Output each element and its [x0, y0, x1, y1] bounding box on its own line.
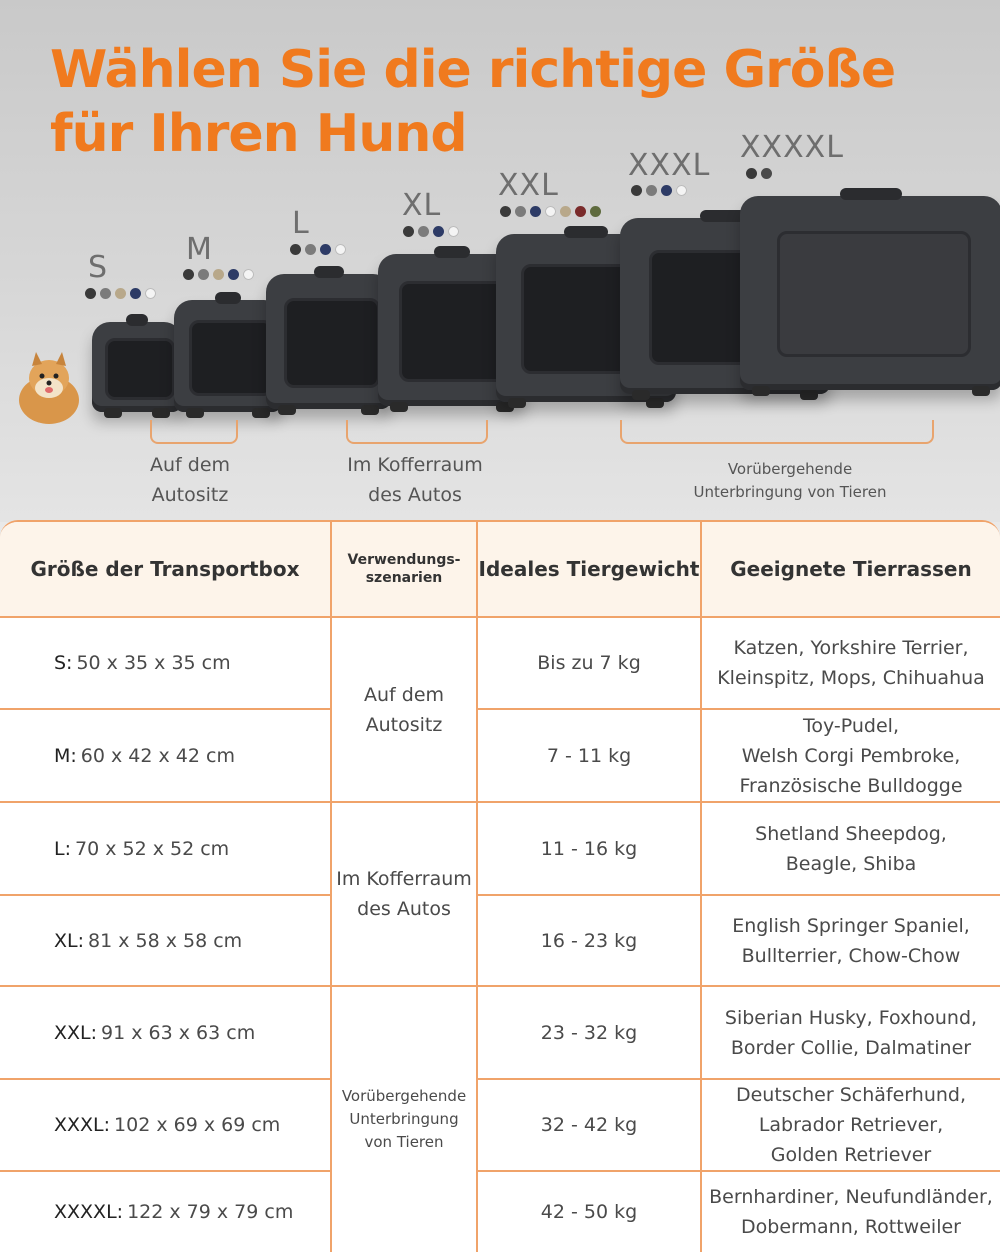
- color-swatch[interactable]: [228, 269, 239, 280]
- usage-temporary: Vorübergehende Unterbringung von Tieren: [341, 1087, 467, 1151]
- size-label-s: S: [88, 250, 109, 285]
- weight-cell: 42 - 50 kg: [540, 1201, 638, 1223]
- color-swatch[interactable]: [85, 288, 96, 299]
- header-usage: Verwendungs- szenarien: [347, 552, 461, 586]
- size-cell: [54, 1172, 324, 1252]
- breed-line: Katzen, Yorkshire Terrier,: [733, 637, 969, 659]
- breed-line: Kleinspitz, Mops, Chihuahua: [717, 667, 985, 689]
- crate-xxxxl: [740, 196, 1000, 390]
- size-cell: [54, 803, 324, 894]
- size-dimensions: 122 x 79 x 79 cm: [127, 1201, 294, 1223]
- breed-line: Border Collie, Dalmatiner: [730, 1036, 972, 1059]
- size-label-xxl: XXL: [498, 168, 559, 203]
- breed-line: Toy-Pudel,: [802, 714, 899, 737]
- size-code: S:: [54, 652, 73, 674]
- size-label-m: M: [186, 232, 213, 267]
- size-dimensions: 60 x 42 x 42 cm: [80, 744, 235, 767]
- headline-line-2: für Ihren Hund: [50, 104, 467, 164]
- headline-line-1: Wählen Sie die richtige Größe: [50, 40, 896, 100]
- breeds-cell: [702, 1080, 1000, 1170]
- size-cell: [54, 896, 324, 985]
- size-label-xxxl: XXXL: [628, 148, 711, 183]
- color-swatch[interactable]: [646, 185, 657, 196]
- breed-line: Bullterrier, Chow-Chow: [741, 944, 961, 967]
- pomeranian-dog-illustration: [14, 348, 84, 426]
- color-swatch[interactable]: [213, 269, 224, 280]
- size-dimensions: 70 x 52 x 52 cm: [75, 837, 230, 860]
- size-code: XL:: [54, 929, 85, 952]
- bracket-car-seat: [150, 420, 238, 444]
- color-swatches-s: [85, 288, 156, 299]
- hero-banner: [0, 0, 1000, 522]
- crate-l: [266, 274, 391, 409]
- breeds-cell: [702, 896, 1000, 985]
- color-swatches-xxl: [500, 206, 601, 217]
- scene-label-temporary: Vorübergehende Unterbringung von Tieren: [693, 460, 887, 501]
- size-cell: [54, 618, 324, 708]
- weight-cell: Bis zu 7 kg: [537, 652, 641, 674]
- size-dimensions: 50 x 35 x 35 cm: [76, 652, 231, 674]
- size-code: XXXXL:: [54, 1201, 124, 1223]
- breeds-cell: [702, 618, 1000, 708]
- color-swatch[interactable]: [145, 288, 156, 299]
- size-label-xxxxl: XXXXL: [740, 130, 844, 165]
- breed-line: Golden Retriever: [770, 1144, 932, 1166]
- size-cell: [54, 987, 324, 1078]
- breed-line: Beagle, Shiba: [785, 852, 917, 875]
- weight-cell: 16 - 23 kg: [540, 929, 638, 952]
- color-swatch[interactable]: [320, 244, 331, 255]
- size-dimensions: 91 x 63 x 63 cm: [101, 1021, 256, 1044]
- color-swatch[interactable]: [243, 269, 254, 280]
- header-weight: Ideales Tiergewicht: [478, 557, 700, 581]
- usage-car-seat: Auf dem Autositz: [363, 683, 445, 736]
- color-swatch[interactable]: [403, 226, 414, 237]
- breed-line: Labrador Retriever,: [758, 1114, 944, 1136]
- color-swatch[interactable]: [418, 226, 429, 237]
- table-header: [0, 522, 1000, 618]
- color-swatch[interactable]: [115, 288, 126, 299]
- color-swatch[interactable]: [746, 168, 757, 179]
- color-swatch[interactable]: [545, 206, 556, 217]
- header-size: Größe der Transportbox: [30, 557, 300, 581]
- breed-line: Dobermann, Rottweiler: [741, 1216, 961, 1238]
- color-swatch[interactable]: [500, 206, 511, 217]
- breed-line: Bernhardiner, Neufundländer,: [709, 1186, 993, 1208]
- breed-line: Französische Bulldogge: [739, 774, 963, 797]
- color-swatch[interactable]: [130, 288, 141, 299]
- weight-cell: 7 - 11 kg: [546, 744, 632, 767]
- breed-line: Welsh Corgi Pembroke,: [741, 744, 961, 767]
- color-swatch[interactable]: [335, 244, 346, 255]
- size-code: XXXL:: [54, 1114, 111, 1136]
- color-swatch[interactable]: [515, 206, 526, 217]
- color-swatch[interactable]: [676, 185, 687, 196]
- breeds-cell: [702, 987, 1000, 1078]
- size-code: L:: [54, 837, 71, 860]
- color-swatch[interactable]: [530, 206, 541, 217]
- size-dimensions: 102 x 69 x 69 cm: [114, 1114, 281, 1136]
- color-swatches-xxxxl: [746, 168, 772, 179]
- size-dimensions: 81 x 58 x 58 cm: [88, 929, 243, 952]
- size-table: [0, 520, 1000, 1252]
- header-breeds: Geeignete Tierrassen: [730, 557, 972, 581]
- color-swatch[interactable]: [575, 206, 586, 217]
- scene-label-trunk: Im Kofferraum des Autos: [347, 454, 483, 506]
- color-swatch[interactable]: [761, 168, 772, 179]
- breeds-cell: [702, 803, 1000, 894]
- size-label-l: L: [292, 206, 310, 241]
- color-swatch[interactable]: [433, 226, 444, 237]
- color-swatch[interactable]: [661, 185, 672, 196]
- bracket-temporary: [620, 420, 934, 444]
- size-code: M:: [54, 744, 77, 767]
- weight-cell: 32 - 42 kg: [540, 1114, 638, 1136]
- color-swatch[interactable]: [290, 244, 301, 255]
- color-swatch[interactable]: [560, 206, 571, 217]
- breed-line: English Springer Spaniel,: [732, 914, 970, 937]
- weight-cell: 11 - 16 kg: [540, 837, 638, 860]
- size-code: XXL:: [54, 1021, 98, 1044]
- usage-trunk: Im Kofferraum des Autos: [336, 868, 472, 920]
- crate-s: [92, 322, 182, 412]
- breeds-cell: [702, 710, 1000, 801]
- color-swatch[interactable]: [198, 269, 209, 280]
- breed-line: Deutscher Schäferhund,: [735, 1084, 966, 1106]
- breed-line: Shetland Sheepdog,: [755, 822, 947, 845]
- breed-line: Siberian Husky, Foxhound,: [724, 1006, 978, 1029]
- weight-cell: 23 - 32 kg: [540, 1021, 638, 1044]
- color-swatches-m: [183, 269, 254, 280]
- color-swatch[interactable]: [100, 288, 111, 299]
- bracket-trunk: [346, 420, 488, 444]
- color-swatches-l: [290, 244, 346, 255]
- color-swatches-xl: [403, 226, 459, 237]
- size-cell: [54, 1080, 324, 1170]
- scene-label-car-seat: Auf dem Autositz: [149, 454, 231, 506]
- breeds-cell: [702, 1172, 1000, 1252]
- color-swatch[interactable]: [305, 244, 316, 255]
- color-swatch[interactable]: [590, 206, 601, 217]
- color-swatch[interactable]: [183, 269, 194, 280]
- color-swatch[interactable]: [448, 226, 459, 237]
- color-swatch[interactable]: [631, 185, 642, 196]
- color-swatches-xxxl: [631, 185, 687, 196]
- size-cell: [54, 710, 324, 801]
- size-label-xl: XL: [402, 188, 442, 223]
